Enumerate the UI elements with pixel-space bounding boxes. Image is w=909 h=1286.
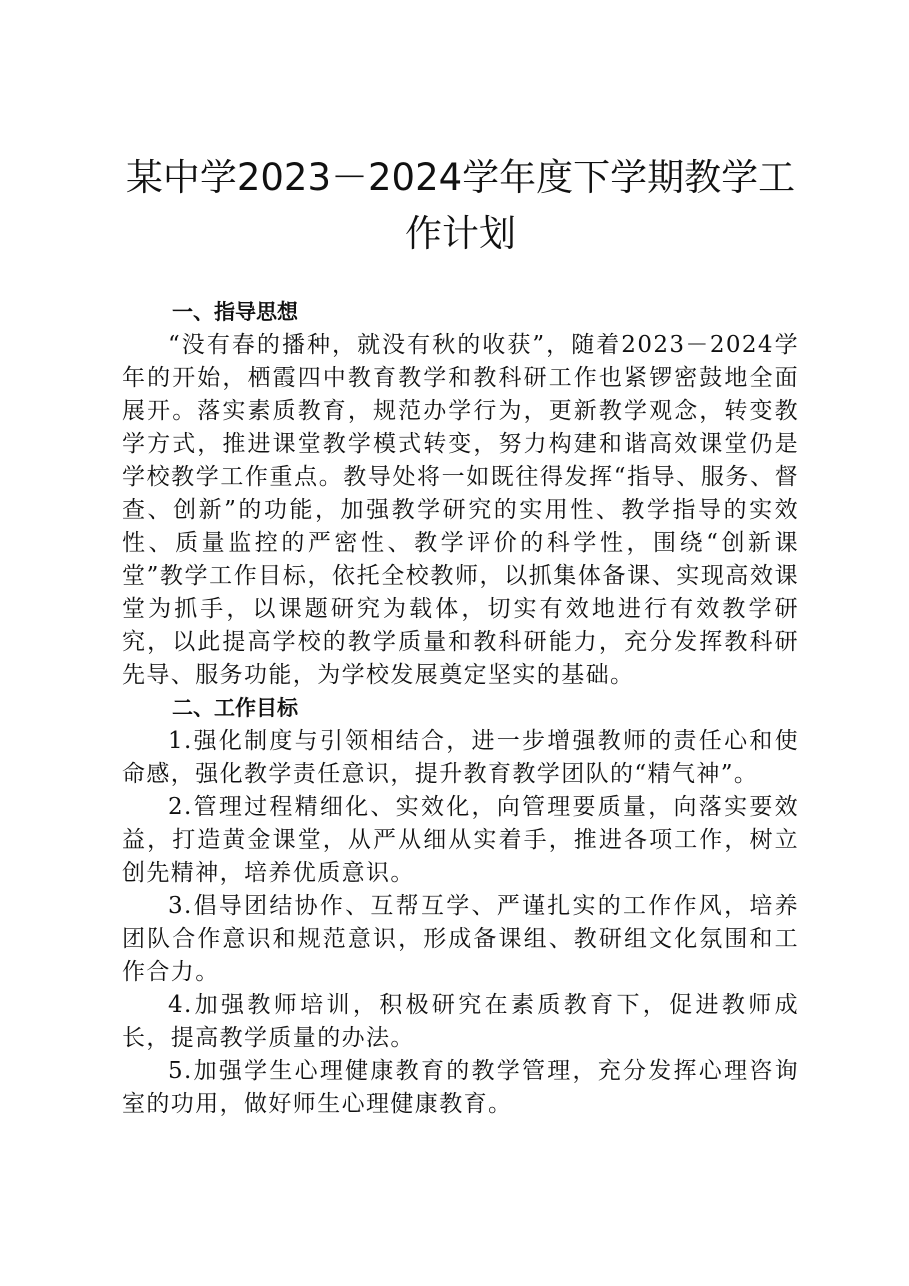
goal-item-1: 1.强化制度与引领相结合，进一步增强教师的责任心和使命感，强化教学责任意识，提升教育教学团队的“精气神”。 (122, 728, 799, 787)
document-body (122, 296, 799, 1121)
section-guiding-ideology (122, 296, 799, 692)
section-work-goals (122, 692, 799, 1121)
section-heading: 一、指导思想 (172, 300, 298, 324)
goal-item-2: 2.管理过程精细化、实效化，向管理要质量，向落实要效益，打造黄金课堂，从严从细从实着手，推进各项工作，树立创先精神，培养优质意识。 (122, 794, 799, 886)
section-heading: 二、工作目标 (172, 696, 298, 720)
paragraph: “没有春的播种，就没有秋的收获”，随着2023－2024学年的开始，栖霞四中教育教学和教科研工作也紧锣密鼓地全面展开。落实素质教育，规范办学行为，更新教学观念，转变教学方式，推进课堂教学模式转变，努力构建和谐高效课堂仍是学校教学工作重点。教导处将一如既往得发挥“指导、服务、督查、创新”的功能，加强教学研究的实用性、教学指导的实效性、质量监控的严密性、教学评价的科学性，围绕“创新课堂”教学工作目标，依托全校教师，以抓集体备课、实现高效课堂为抓手，以课题研究为载体，切实有效地进行有效教学研究，以此提高学校的教学质量和教科研能力，充分发挥教科研先导、服务功能，为学校发展奠定坚实的基础。 (122, 332, 799, 688)
goal-item-5: 5.加强学生心理健康教育的教学管理，充分发挥心理咨询室的功用，做好师生心理健康教育。 (122, 1058, 799, 1117)
goal-item-3: 3.倡导团结协作、互帮互学、严谨扎实的工作作风，培养团队合作意识和规范意识，形成备课组、教研组文化氛围和工作合力。 (122, 893, 799, 985)
goal-item-4: 4.加强教师培训，积极研究在素质教育下，促进教师成长，提高教学质量的办法。 (122, 992, 799, 1051)
document-title: 某中学2023－2024学年度下学期教学工作计划 (125, 156, 796, 255)
